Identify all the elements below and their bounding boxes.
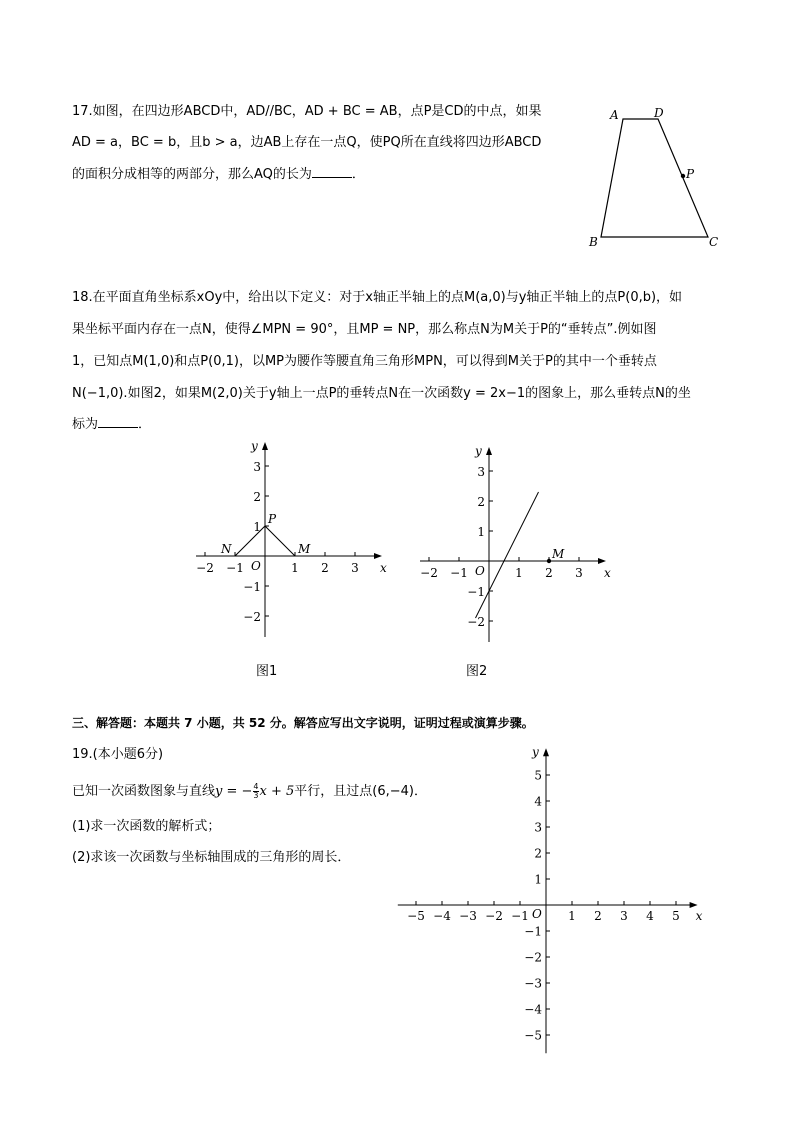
x-axis-label: x [380, 561, 387, 575]
label-b: B [589, 235, 598, 249]
x-tick-label: 1 [515, 566, 523, 580]
y-tick-label: 2 [534, 846, 542, 861]
section-3-title: 三、解答题：本题共 7 小题，共 52 分。解答应写出文字说明，证明过程或演算步骤。 [72, 716, 534, 730]
y-tick-label: −1 [524, 924, 542, 939]
y-tick-label: −2 [243, 610, 261, 624]
label-p: P [686, 167, 695, 181]
x-tick-label: 5 [672, 909, 680, 923]
line-y-2x-minus-1 [476, 492, 539, 618]
figure-2-caption: 图2 [466, 664, 488, 679]
y-axis-arrow [543, 748, 549, 756]
point-n-label: N [221, 542, 232, 556]
y-tick-label: −3 [524, 976, 542, 991]
y-tick-label: −2 [524, 950, 542, 965]
y-axis-label: y [532, 745, 539, 760]
fraction [253, 783, 258, 800]
period: ． [138, 417, 152, 432]
q19-header: 19.(本小题6分) [72, 747, 164, 762]
q19-part-2: (2)求该一次函数与坐标轴围成的三角形的周长． [72, 850, 351, 865]
y-tick-label: 5 [534, 768, 542, 783]
y-tick-label: −5 [524, 1028, 542, 1043]
x-tick-label: 2 [594, 909, 602, 923]
q18-line-3: 1，已知点M(1,0)和点P(0,1)，以MP为腰作等腰直角三角形MPN，可以得到M关于P的其中一个垂转点 [72, 354, 657, 369]
x-tick-label: −1 [511, 909, 529, 923]
answer-blank [312, 164, 352, 178]
y-tick-label: −1 [467, 585, 485, 599]
point-m-label: M [298, 542, 311, 556]
point-m-dot [547, 559, 551, 563]
y-axis-arrow [262, 442, 268, 450]
x-axis-label: x [604, 566, 611, 580]
q17-line-3 [72, 164, 365, 185]
y-tick-label: 1 [534, 872, 542, 887]
x-tick-label: −1 [226, 561, 244, 575]
x-axis-arrow [374, 553, 382, 559]
q19-stem [72, 782, 427, 802]
x-axis-label: x [695, 909, 703, 923]
y-tick-label: 3 [534, 820, 542, 835]
answer-blank [98, 414, 138, 428]
origin-label: O [475, 564, 485, 578]
y-axis-label: y [251, 439, 258, 453]
figure-2 [414, 440, 614, 640]
x-axis-arrow [598, 558, 606, 564]
y-tick-label: 4 [534, 794, 542, 809]
label-c: C [709, 235, 719, 249]
q17-line-1: 17.如图，在四边形ABCD中，AD//BC，AD + BC = AB，点P是CD的中点，如果 [72, 104, 542, 119]
y-tick-label: 3 [477, 465, 485, 479]
y-tick-label: 1 [253, 520, 261, 534]
q17-line-3-text: 的面积分成相等的两部分，那么AQ的长为 [72, 167, 312, 182]
coordinate-plane [396, 745, 706, 1056]
origin-label: O [532, 907, 542, 921]
y-tick-label: −1 [243, 580, 261, 594]
figure-1-caption: 图1 [256, 664, 278, 679]
fraction-numerator: 4 [253, 782, 259, 791]
q19-part-1: (1)求一次函数的解析式； [72, 819, 221, 834]
label-a: A [610, 108, 619, 122]
label-d: D [654, 106, 664, 120]
x-tick-label: 4 [646, 909, 654, 923]
q18-line-1: 18.在平面直角坐标系xOy中，给出以下定义：对于x轴正半轴上的点M(a,0)与y轴正半轴上的点P(0,b)，如 [72, 290, 683, 305]
y-tick-label: −4 [524, 1002, 542, 1017]
x-tick-label: 2 [321, 561, 329, 575]
y-tick-label: 3 [253, 460, 261, 474]
origin-label: O [251, 559, 261, 573]
x-tick-label: 3 [575, 566, 583, 580]
fraction-denominator: 3 [253, 791, 259, 800]
y-tick-label: 1 [477, 525, 485, 539]
q19-eq-rhs: x + 5 [259, 784, 295, 799]
y-axis-label: y [475, 444, 482, 458]
x-tick-label: −1 [450, 566, 468, 580]
q18-line-5 [72, 414, 151, 435]
q17-line-2: AD = a，BC = b，且b > a，边AB上存在一点Q，使PQ所在直线将四边形ABCD [72, 135, 542, 150]
x-tick-label: 3 [351, 561, 359, 575]
point-p-label: P [268, 512, 277, 526]
y-tick-label: −2 [467, 615, 485, 629]
x-tick-label: −5 [407, 909, 425, 923]
y-tick-label: 2 [477, 495, 485, 509]
x-tick-label: −2 [196, 561, 214, 575]
point-p-dot [681, 174, 685, 178]
x-tick-label: 2 [545, 566, 553, 580]
q18-line-2: 果坐标平面内存在一点N，使得∠MPN = 90°，且MP = NP，那么称点N为M关于P的“垂转点”.例如图 [72, 322, 657, 337]
point-m-label: M [552, 547, 565, 561]
q19-stem-post: 平行，且过点(6,−4)． [294, 784, 427, 799]
y-tick-label: 2 [253, 490, 261, 504]
x-axis-arrow [690, 902, 698, 908]
q19-eq-lhs: y = − [215, 784, 253, 799]
x-tick-label: −4 [433, 909, 451, 923]
x-tick-label: 1 [568, 909, 576, 923]
q18-line-5-text: 标为 [72, 417, 99, 432]
q19-stem-pre: 已知一次函数图象与直线 [72, 784, 216, 799]
figure-1 [186, 440, 386, 640]
trapezoid-figure [588, 103, 748, 253]
q18-line-4: N(−1,0).如图2，如果M(2,0)关于y轴上一点P的垂转点N在一次函数y = 2x−1的图象上，那么垂转点N的坐 [72, 386, 691, 401]
x-tick-label: 3 [620, 909, 628, 923]
x-tick-label: −3 [459, 909, 477, 923]
x-tick-label: 1 [291, 561, 299, 575]
x-tick-label: −2 [485, 909, 503, 923]
x-tick-label: −2 [420, 566, 438, 580]
y-axis-arrow [486, 447, 492, 455]
period: ． [351, 167, 365, 182]
